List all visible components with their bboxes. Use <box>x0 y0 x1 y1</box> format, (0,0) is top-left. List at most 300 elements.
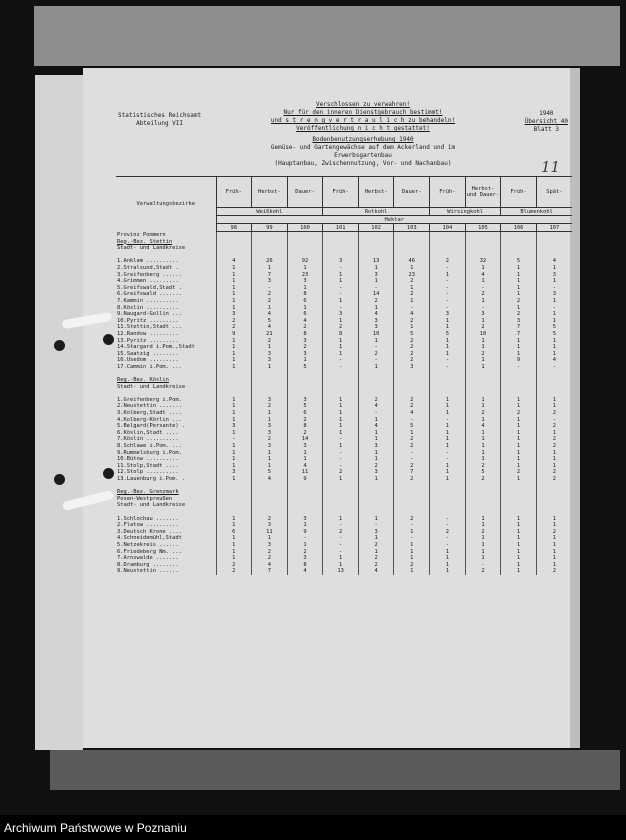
table-cell: - <box>430 291 466 298</box>
table-row <box>116 278 572 285</box>
table-cell: 3 <box>358 443 394 450</box>
table-cell: 1 <box>501 463 537 470</box>
group-blumenkohl: Blumenkohl <box>501 208 572 216</box>
table-cell: 1 <box>430 476 466 483</box>
table-row <box>116 502 572 509</box>
table-cell <box>394 377 430 384</box>
table-cell <box>216 496 252 503</box>
district-label: 3.Greifenberg ...... <box>117 271 182 278</box>
table-row <box>116 555 572 562</box>
group-rotkohl: Rotkohl <box>323 208 430 216</box>
confidentiality-notice <box>253 101 473 168</box>
table-cell: 1 <box>501 417 537 424</box>
district-name <box>116 338 216 345</box>
table-cell: 1 <box>394 430 430 437</box>
table-cell: 3 <box>323 258 359 265</box>
table-cell: 1 <box>430 423 466 430</box>
table-cell: - <box>430 364 466 371</box>
table-cell: 1 <box>358 278 394 285</box>
folder-top-edge <box>34 6 620 66</box>
table-row <box>116 410 572 417</box>
table-cell: 2 <box>216 318 252 325</box>
col-header-1: Früh- <box>216 177 252 208</box>
table-cell: 4 <box>358 568 394 575</box>
district-label: 16.Usedom ......... <box>117 357 179 364</box>
table-cell <box>430 496 466 503</box>
table-cell <box>465 489 501 496</box>
table-cell: 2 <box>358 397 394 404</box>
table-cell: 2 <box>465 351 501 358</box>
table-cell <box>358 509 394 516</box>
table-cell: 8 <box>287 331 323 338</box>
table-cell: 3 <box>501 318 537 325</box>
table-cell <box>465 245 501 252</box>
col-number-7: 104 <box>430 224 466 232</box>
table-cell: 1 <box>252 463 288 470</box>
table-cell <box>465 483 501 490</box>
table-cell: 5 <box>536 324 572 331</box>
col-header-2: Herbst- <box>252 177 288 208</box>
table-cell: - <box>358 344 394 351</box>
subtitle-line-1: Gemüse- und Gartengewächse auf dem Ackerland und im Erwerbsgartenbau <box>270 144 456 159</box>
district-label: 13.Lauenburg i.Pom. . <box>117 475 186 482</box>
table-cell: - <box>252 285 288 292</box>
district-label: Reg.-Bez. Köslin <box>117 377 169 384</box>
table-row <box>116 377 572 384</box>
table-cell: 1 <box>536 278 572 285</box>
table-cell <box>394 370 430 377</box>
agency-line-1: Statistisches Reichsamt <box>118 112 202 119</box>
table-row <box>116 291 572 298</box>
table-cell: 2 <box>394 476 430 483</box>
table-cell: 3 <box>394 364 430 371</box>
district-name <box>116 469 216 476</box>
table-cell: 1 <box>358 305 394 312</box>
table-row <box>116 265 572 272</box>
table-cell: 4 <box>358 311 394 318</box>
table-cell: 3 <box>358 324 394 331</box>
table-cell: 1 <box>358 430 394 437</box>
table-cell: - <box>430 522 466 529</box>
district-name <box>116 423 216 430</box>
district-label: 11.Stolp,Stadt .... <box>117 462 179 469</box>
table-cell <box>394 483 430 490</box>
table-cell: 2 <box>501 410 537 417</box>
table-cell: 5 <box>287 403 323 410</box>
table-cell: 1 <box>323 443 359 450</box>
table-cell: 13 <box>358 258 394 265</box>
table-cell: 5 <box>536 331 572 338</box>
table-cell: 1 <box>536 549 572 556</box>
table-row <box>116 351 572 358</box>
table-cell <box>287 384 323 391</box>
table-cell <box>501 370 537 377</box>
table-cell: 3 <box>252 351 288 358</box>
table-cell: 1 <box>465 542 501 549</box>
district-label: 9.Naugard-Gollin ... <box>117 311 182 318</box>
table-cell: 1 <box>430 568 466 575</box>
punch-hole <box>54 340 65 351</box>
table-cell: 1 <box>252 417 288 424</box>
table-cell: 1 <box>501 555 537 562</box>
table-cell: 1 <box>216 456 252 463</box>
table-cell: 1 <box>430 555 466 562</box>
district-label: 2.Neustettin ....... <box>117 403 182 410</box>
district-label: 5.Netzekreis ...... <box>117 541 179 548</box>
table-cell: 4 <box>252 476 288 483</box>
table-cell <box>536 489 572 496</box>
table-cell: 1 <box>252 450 288 457</box>
table-cell: 1 <box>216 476 252 483</box>
district-label: 6.Greifswald ....... <box>117 291 182 298</box>
table-row <box>116 245 572 252</box>
col-header-7: Früh- <box>430 177 466 208</box>
table-cell: 2 <box>394 278 430 285</box>
district-label: Stadt- und Landkreise <box>117 502 186 509</box>
table-cell: 1 <box>501 397 537 404</box>
table-cell: - <box>358 410 394 417</box>
district-label: 7.Köslin .......... <box>117 436 179 443</box>
table-cell: 1 <box>501 436 537 443</box>
table-cell: 1 <box>323 403 359 410</box>
table-cell: - <box>323 549 359 556</box>
table-cell: - <box>323 522 359 529</box>
table-cell <box>465 370 501 377</box>
table-cell <box>430 384 466 391</box>
table-cell: 4 <box>287 463 323 470</box>
table-cell: 2 <box>216 562 252 569</box>
district-name <box>116 384 216 391</box>
table-cell <box>358 239 394 246</box>
table-cell: 2 <box>216 324 252 331</box>
table-cell: 1 <box>216 549 252 556</box>
table-cell: 2 <box>358 298 394 305</box>
table-cell: 1 <box>252 410 288 417</box>
table-cell: 1 <box>323 430 359 437</box>
district-label: 1.Anklam .......... <box>117 258 179 265</box>
table-cell: 1 <box>465 397 501 404</box>
table-cell: 1 <box>501 344 537 351</box>
table-cell: 3 <box>252 423 288 430</box>
table-cell <box>358 384 394 391</box>
district-label: Stadt- und Landkreise <box>117 245 186 252</box>
table-row <box>116 496 572 503</box>
district-label: 2.Stralsund,Stadt . <box>117 264 179 271</box>
district-label: 5.Greifswald,Stadt . <box>117 284 182 291</box>
table-row <box>116 489 572 496</box>
table-row <box>116 509 572 516</box>
district-name <box>116 549 216 556</box>
table-cell: 1 <box>323 318 359 325</box>
district-name <box>116 364 216 371</box>
table-cell: 1 <box>394 542 430 549</box>
table-cell <box>287 370 323 377</box>
table-row <box>116 318 572 325</box>
table-row <box>116 397 572 404</box>
table-cell <box>216 232 252 239</box>
table-cell: - <box>465 285 501 292</box>
table-cell: 1 <box>501 272 537 279</box>
district-label: Reg.-Bez. Grenzmark <box>117 489 179 496</box>
year: 1940 <box>539 110 554 117</box>
table-cell: 4 <box>252 311 288 318</box>
table-cell: 1 <box>465 456 501 463</box>
table-cell: 2 <box>536 410 572 417</box>
table-cell: 2 <box>358 351 394 358</box>
table-cell <box>358 252 394 259</box>
table-cell: 1 <box>216 338 252 345</box>
notice-line-1: Verschlossen zu verwahren! <box>316 101 410 108</box>
table-cell <box>323 496 359 503</box>
table-cell: 2 <box>394 562 430 569</box>
table-cell: - <box>323 535 359 542</box>
table-cell: 3 <box>358 529 394 536</box>
table-cell: 13 <box>323 568 359 575</box>
table-row <box>116 483 572 490</box>
statistics-table <box>116 176 572 575</box>
punch-hole <box>54 474 65 485</box>
table-cell: 1 <box>216 516 252 523</box>
table-cell: 1 <box>216 265 252 272</box>
table-cell: 3 <box>287 338 323 345</box>
table-cell: 4 <box>465 272 501 279</box>
table-cell: 3 <box>358 469 394 476</box>
district-name <box>116 430 216 437</box>
district-name <box>116 291 216 298</box>
table-cell <box>430 377 466 384</box>
table-cell: 5 <box>394 423 430 430</box>
table-cell: - <box>430 516 466 523</box>
table-cell: 1 <box>323 417 359 424</box>
table-cell: 4 <box>252 324 288 331</box>
district-label: 14.Stargard i.Pom.,Stadt <box>117 344 195 351</box>
table-cell <box>394 252 430 259</box>
table-cell: 92 <box>287 258 323 265</box>
table-cell: 1 <box>536 555 572 562</box>
table-cell: 1 <box>465 522 501 529</box>
table-cell: 2 <box>323 469 359 476</box>
table-cell: 3 <box>287 443 323 450</box>
table-cell <box>501 390 537 397</box>
table-cell <box>252 384 288 391</box>
table-cell: 3 <box>358 272 394 279</box>
table-cell: 1 <box>536 311 572 318</box>
column-header-row <box>116 177 572 208</box>
table-cell: 5 <box>501 258 537 265</box>
table-cell <box>358 245 394 252</box>
sheet-reference <box>525 110 568 134</box>
district-name <box>116 390 216 397</box>
table-cell: 4 <box>216 258 252 265</box>
table-cell <box>536 245 572 252</box>
district-name <box>116 529 216 536</box>
district-label: 3.Kolberg,Stadt .... <box>117 410 182 417</box>
table-cell: 1 <box>536 450 572 457</box>
table-cell: 2 <box>323 324 359 331</box>
table-cell: - <box>430 298 466 305</box>
col-header-6: Dauer- <box>394 177 430 208</box>
table-cell <box>465 377 501 384</box>
table-cell: 1 <box>216 410 252 417</box>
table-cell: 1 <box>501 265 537 272</box>
table-cell: 3 <box>216 423 252 430</box>
table-cell: 1 <box>536 562 572 569</box>
table-cell: 1 <box>501 450 537 457</box>
table-row <box>116 258 572 265</box>
table-row <box>116 430 572 437</box>
district-name <box>116 443 216 450</box>
table-cell <box>536 370 572 377</box>
table-cell: 1 <box>430 436 466 443</box>
table-row <box>116 469 572 476</box>
district-name <box>116 410 216 417</box>
table-cell <box>465 384 501 391</box>
table-cell: 1 <box>394 555 430 562</box>
table-cell: 1 <box>465 357 501 364</box>
table-cell: 1 <box>465 318 501 325</box>
district-name <box>116 351 216 358</box>
table-cell <box>394 232 430 239</box>
table-cell: 2 <box>536 476 572 483</box>
table-cell: 7 <box>501 324 537 331</box>
table-cell <box>252 502 288 509</box>
table-cell: 1 <box>323 344 359 351</box>
unit-label: Hektar <box>216 216 572 224</box>
table-cell: 1 <box>394 529 430 536</box>
district-label: 10.Pyritz ......... <box>117 317 179 324</box>
table-cell: - <box>358 285 394 292</box>
table-cell <box>358 377 394 384</box>
table-cell: 10 <box>465 331 501 338</box>
table-cell <box>430 252 466 259</box>
table-cell: - <box>287 535 323 542</box>
district-name <box>116 298 216 305</box>
table-cell: 9 <box>501 357 537 364</box>
table-cell: 2 <box>358 562 394 569</box>
table-cell <box>216 483 252 490</box>
table-cell: 1 <box>501 542 537 549</box>
table-cell: 1 <box>216 417 252 424</box>
district-name <box>116 489 216 496</box>
table-cell: 2 <box>465 291 501 298</box>
col-header-5: Herbst- <box>358 177 394 208</box>
table-cell: 4 <box>358 423 394 430</box>
table-cell: 1 <box>536 535 572 542</box>
table-cell: 2 <box>394 291 430 298</box>
col-header-8: Herbst- und Dauer- <box>465 177 501 208</box>
table-cell <box>536 384 572 391</box>
district-name <box>116 357 216 364</box>
table-cell: 2 <box>394 443 430 450</box>
table-cell: 4 <box>252 562 288 569</box>
table-cell <box>323 370 359 377</box>
table-cell <box>323 232 359 239</box>
table-cell: 1 <box>536 516 572 523</box>
district-name <box>116 496 216 503</box>
table-cell <box>216 390 252 397</box>
table-cell: 2 <box>394 436 430 443</box>
table-cell: 1 <box>536 298 572 305</box>
table-row <box>116 338 572 345</box>
col-number-10: 107 <box>536 224 572 232</box>
table-cell: 1 <box>358 476 394 483</box>
archive-credit: Archiwum Państwowe w Poznaniu <box>4 821 187 835</box>
table-cell: 1 <box>323 298 359 305</box>
table-cell <box>394 496 430 503</box>
table-cell: 1 <box>430 443 466 450</box>
table-cell: 2 <box>394 403 430 410</box>
table-row <box>116 522 572 529</box>
table-cell: - <box>430 278 466 285</box>
table-cell: 1 <box>536 456 572 463</box>
table-cell: 5 <box>465 469 501 476</box>
district-label: 7.Arnswalde ....... <box>117 555 179 562</box>
table-cell <box>430 509 466 516</box>
col-header-9: Früh- <box>501 177 537 208</box>
table-cell: 1 <box>216 443 252 450</box>
table-cell: 1 <box>501 291 537 298</box>
table-cell: 1 <box>358 417 394 424</box>
notice-line-2: Nur für den inneren Dienstgebrauch bestimmt! <box>283 109 443 116</box>
district-name <box>116 232 216 239</box>
table-cell <box>430 370 466 377</box>
table-cell: 3 <box>252 397 288 404</box>
table-cell: 1 <box>536 265 572 272</box>
table-cell: 1 <box>252 535 288 542</box>
table-cell: 1 <box>501 529 537 536</box>
table-cell: 1 <box>394 549 430 556</box>
district-label: 4.Grimmen ......... <box>117 278 179 285</box>
punch-hole <box>103 468 114 479</box>
table-cell <box>394 390 430 397</box>
table-row <box>116 390 572 397</box>
notice-line-4: Veröffentlichung n i c h t gestattet! <box>296 125 430 132</box>
table-cell <box>501 509 537 516</box>
table-cell: 1 <box>501 305 537 312</box>
table-cell: 11 <box>287 469 323 476</box>
table-cell <box>501 377 537 384</box>
table-cell <box>323 502 359 509</box>
table-cell: 1 <box>358 456 394 463</box>
district-label: 8.Schlawe i.Pom. ... <box>117 443 182 449</box>
table-row <box>116 272 572 279</box>
district-label: 4.Kolberg-Körlin ... <box>117 416 182 423</box>
table-cell: 21 <box>252 331 288 338</box>
table-cell: 1 <box>216 397 252 404</box>
group-wirsingkohl: Wirsingkohl <box>430 208 501 216</box>
table-cell: 2 <box>430 258 466 265</box>
table-cell <box>287 496 323 503</box>
table-cell: 2 <box>501 311 537 318</box>
district-name <box>116 265 216 272</box>
table-cell <box>465 496 501 503</box>
col-number-9: 106 <box>501 224 537 232</box>
table-cell <box>252 245 288 252</box>
district-label: 9.Neustettin ...... <box>117 568 179 575</box>
table-row <box>116 549 572 556</box>
table-cell: 1 <box>430 549 466 556</box>
table-cell: 3 <box>252 278 288 285</box>
table-cell: 1 <box>358 265 394 272</box>
table-cell <box>465 509 501 516</box>
table-cell: - <box>394 456 430 463</box>
table-cell <box>323 239 359 246</box>
col-number-8: 105 <box>465 224 501 232</box>
table-cell: 2 <box>501 469 537 476</box>
table-cell: 1 <box>501 338 537 345</box>
table-cell: - <box>358 522 394 529</box>
table-cell: - <box>501 364 537 371</box>
